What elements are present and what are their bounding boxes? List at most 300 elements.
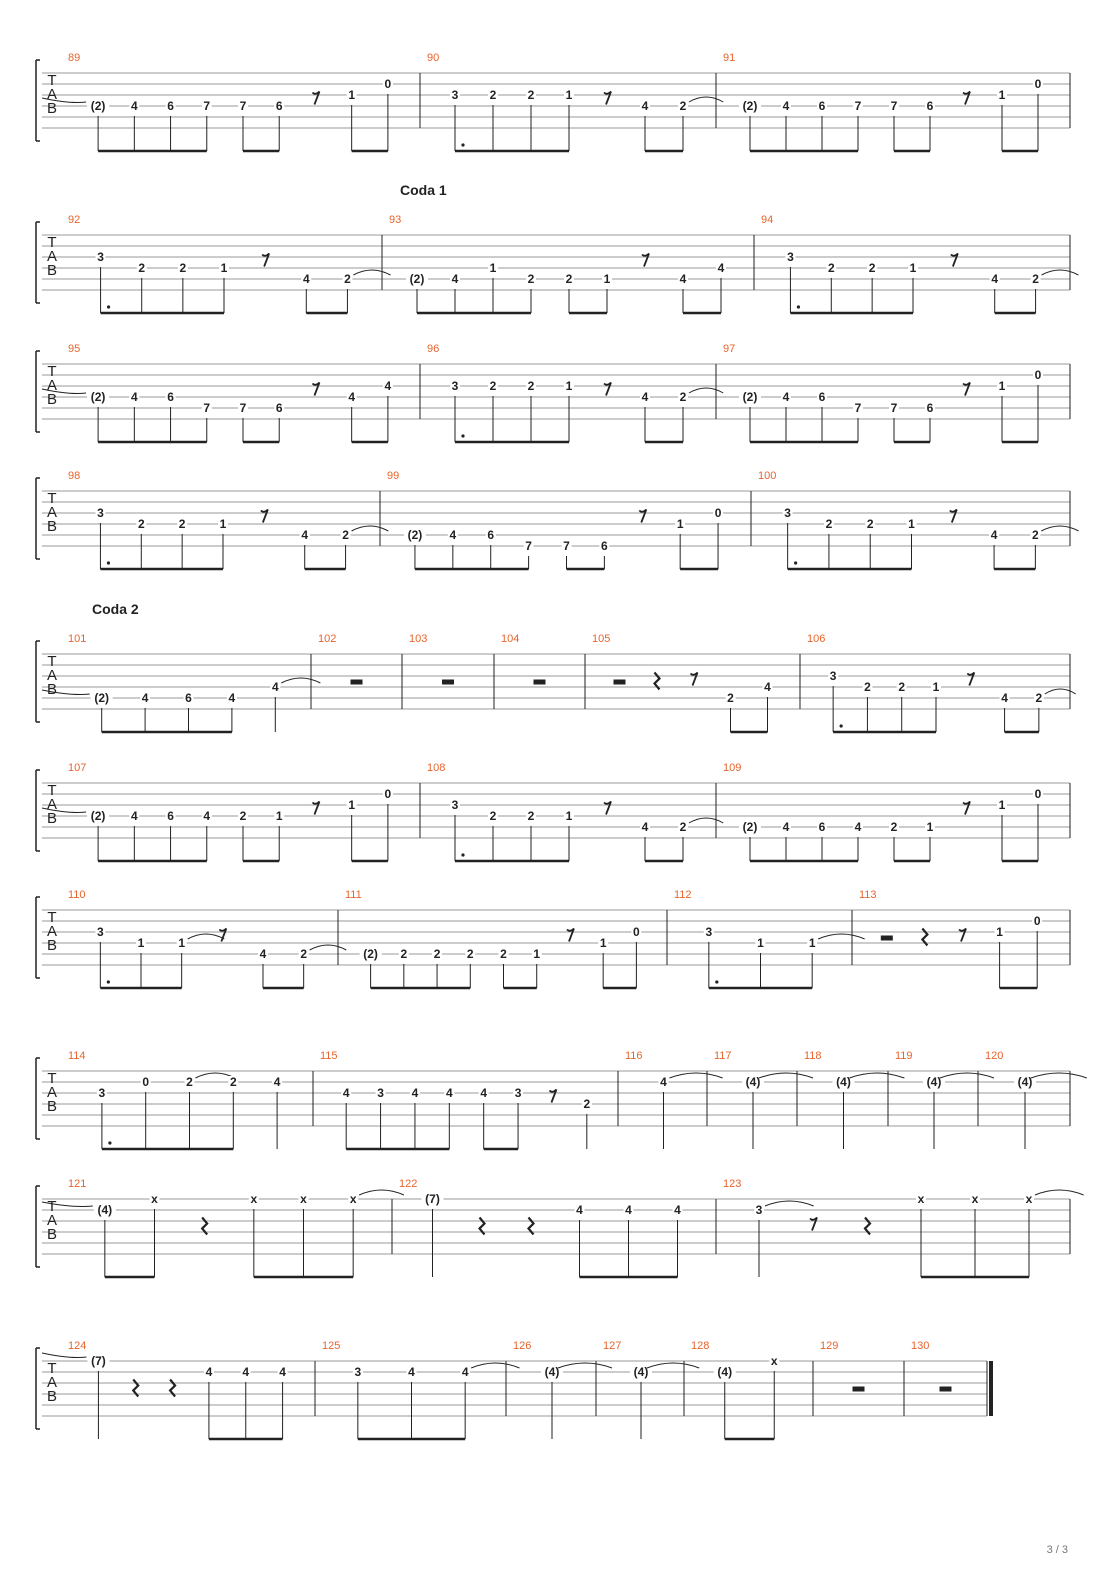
fret-number: 2: [500, 947, 507, 961]
fret-number: 6: [185, 691, 192, 705]
fret-number: 1: [137, 936, 145, 950]
fret-number: 3: [784, 506, 791, 520]
fret-number: (4): [633, 1365, 649, 1379]
fret-number: 3: [97, 506, 104, 520]
measure-number: 128: [691, 1340, 710, 1352]
fret-number: (2): [742, 390, 758, 404]
fret-number: 1: [219, 517, 227, 531]
fret-number: (7): [425, 1192, 440, 1206]
measure: [758, 470, 1079, 569]
system-bracket: [36, 641, 40, 722]
fret-number: 2: [229, 1075, 237, 1089]
fret-number: 1: [932, 680, 940, 694]
fret-number: 1: [909, 261, 917, 275]
measure-number: 119: [895, 1050, 913, 1062]
measure-number: 124: [68, 1340, 87, 1352]
fret-number: 2: [400, 947, 408, 961]
fret-number: 1: [908, 517, 915, 531]
fret-number: (2): [363, 947, 378, 961]
measure: [911, 1340, 952, 1392]
fret-number: 4: [203, 809, 211, 823]
fret-number: 6: [818, 820, 826, 834]
fret-number: 4: [271, 680, 279, 694]
fret-number: 3: [451, 379, 459, 393]
rest-eighth: [959, 929, 966, 942]
fret-number: 2: [864, 680, 871, 694]
fret-number: 2: [565, 272, 573, 286]
dot: [794, 561, 797, 564]
fret-number: 7: [854, 401, 862, 415]
measure: [723, 343, 1043, 442]
tie: [1041, 526, 1078, 531]
fret-number: 3: [787, 250, 794, 264]
measure: [42, 1178, 404, 1277]
fret-number: 6: [275, 401, 283, 415]
fret-number: 2: [679, 820, 687, 834]
fret-number: 2: [300, 947, 308, 961]
fret-number: 2: [679, 99, 687, 113]
fret-number: (4): [926, 1075, 942, 1089]
fret-number: 2: [239, 809, 247, 823]
fret-number: 4: [301, 528, 309, 542]
rest-eighth: [567, 929, 574, 942]
fret-number: 1: [599, 936, 607, 950]
measure-number: 106: [807, 633, 826, 645]
fret-number: 0: [1034, 77, 1042, 91]
measure: [723, 762, 1043, 861]
dot: [107, 980, 110, 983]
system-bracket: [36, 1186, 40, 1267]
fret-number: 0: [384, 787, 392, 801]
measure: [714, 1050, 813, 1149]
fret-number: (2): [409, 272, 425, 286]
fret-number: 1: [178, 936, 186, 950]
fret-number: 4: [130, 99, 138, 113]
fret-number: 1: [489, 261, 497, 275]
tab-clef-letter: B: [46, 1226, 58, 1243]
fret-number: 1: [757, 936, 764, 950]
fret-number: 1: [565, 379, 573, 393]
dead-note: x: [971, 1192, 979, 1206]
tab-clef-letter: T: [47, 490, 57, 507]
fret-number: 4: [408, 1365, 415, 1379]
tie: [352, 526, 389, 531]
measure-number: 98: [68, 470, 81, 482]
fret-number: 1: [275, 809, 283, 823]
tie: [689, 388, 723, 393]
tie: [759, 1073, 813, 1078]
fret-number: 4: [674, 1203, 681, 1217]
fret-number: 4: [576, 1203, 583, 1217]
measure: [761, 214, 1078, 313]
measure-number: 112: [674, 889, 692, 901]
section-label: Coda 2: [92, 601, 139, 617]
rest-eighth: [604, 383, 611, 396]
rest-eighth: [261, 510, 268, 523]
fret-number: (2): [90, 99, 106, 113]
fret-number: 4: [259, 947, 267, 961]
measure: [68, 470, 388, 569]
rest-whole: [853, 1387, 865, 1392]
fret-number: 3: [755, 1203, 763, 1217]
fret-number: (2): [94, 691, 110, 705]
fret-number: 2: [527, 88, 535, 102]
dot: [107, 561, 110, 564]
fret-number: 2: [527, 809, 535, 823]
dead-note: x: [349, 1192, 357, 1206]
fret-number: 1: [348, 88, 356, 102]
fret-number: 3: [451, 88, 459, 102]
fret-number: 2: [179, 261, 187, 275]
fret-number: (2): [407, 528, 423, 542]
tie: [1042, 270, 1079, 275]
fret-number: 2: [466, 947, 474, 961]
fret-number: 1: [996, 925, 1003, 939]
measure-number: 99: [387, 470, 400, 482]
measure-number: 105: [592, 633, 611, 645]
fret-number: 2: [489, 379, 497, 393]
measure-number: 96: [427, 343, 440, 355]
fret-number: 7: [890, 99, 898, 113]
tab-clef-letter: T: [47, 234, 57, 251]
fret-number: 1: [808, 936, 816, 950]
rest-eighth: [312, 383, 319, 396]
measure-number: 109: [723, 762, 742, 774]
measure: [42, 762, 393, 861]
fret-number: 7: [239, 401, 247, 415]
dot: [840, 724, 843, 727]
fret-number: 1: [220, 261, 228, 275]
dead-note: x: [1025, 1192, 1033, 1206]
fret-number: 2: [186, 1075, 193, 1089]
fret-number: 0: [384, 77, 392, 91]
rest-whole: [940, 1387, 952, 1392]
fret-number: 2: [527, 272, 535, 286]
measure-number: 89: [68, 52, 81, 64]
measure: [674, 889, 865, 988]
rest-eighth: [950, 510, 957, 523]
tab-clef-letter: A: [46, 377, 58, 394]
fret-number: 0: [142, 1075, 150, 1089]
rest-eighth: [963, 802, 970, 815]
tab-clef-letter: T: [47, 363, 57, 380]
tie: [471, 1363, 519, 1368]
rest-half: [614, 680, 626, 685]
measure: [68, 1050, 282, 1149]
fret-number: 6: [926, 401, 934, 415]
dead-note: x: [300, 1192, 307, 1206]
measure: [318, 633, 363, 685]
measure-number: 103: [409, 633, 428, 645]
fret-number: 7: [890, 401, 898, 415]
fret-number: 3: [451, 798, 459, 812]
tie: [1031, 1073, 1087, 1078]
measure: [859, 889, 1042, 988]
measure: [42, 343, 393, 442]
fret-number: 7: [203, 99, 211, 113]
measure-number: 129: [820, 1340, 839, 1352]
fret-number: 6: [818, 390, 826, 404]
fret-number: 6: [818, 99, 826, 113]
measure: [322, 1340, 519, 1439]
rest-eighth: [963, 383, 970, 396]
tie: [310, 945, 347, 950]
measure: [42, 633, 320, 732]
tab-clef-letter: B: [46, 810, 58, 827]
measure: [895, 1050, 994, 1149]
fret-number: 2: [1035, 691, 1043, 705]
fret-number: 2: [1032, 528, 1039, 542]
fret-number: 6: [167, 390, 174, 404]
measure: [427, 52, 723, 151]
system-bracket: [36, 478, 40, 559]
fret-number: 2: [827, 261, 835, 275]
dot: [461, 143, 464, 146]
final-barline: [989, 1361, 993, 1416]
system-bracket: [36, 897, 40, 978]
tab-clef-letter: B: [46, 1388, 58, 1405]
tab-clef-letter: A: [46, 86, 58, 103]
measure: [501, 633, 546, 685]
rest-eighth: [312, 92, 319, 105]
fret-number: 4: [782, 820, 790, 834]
tab-clef-letter: A: [46, 796, 58, 813]
fret-number: 4: [782, 390, 790, 404]
tie: [670, 1073, 723, 1078]
fret-number: 2: [489, 88, 497, 102]
tab-system: [36, 633, 1076, 732]
fret-number: 3: [829, 669, 837, 683]
dead-note: x: [917, 1192, 925, 1206]
fret-number: 4: [641, 99, 649, 113]
fret-number: 1: [565, 809, 573, 823]
tab-clef-letter: B: [46, 681, 58, 698]
page-number: 3 / 3: [1046, 1544, 1068, 1556]
tab-clef-letter: B: [46, 100, 58, 117]
fret-number: 4: [854, 820, 862, 834]
measure: [427, 343, 723, 442]
fret-number: 3: [705, 925, 713, 939]
tie: [42, 1353, 86, 1358]
fret-number: 6: [926, 99, 934, 113]
fret-number: 2: [868, 261, 876, 275]
measure: [42, 52, 393, 151]
tab-clef-letter: A: [46, 1084, 58, 1101]
fret-number: 4: [764, 680, 771, 694]
measure: [513, 1340, 612, 1439]
tab-clef-letter: T: [47, 1070, 57, 1087]
rest-whole: [351, 680, 363, 685]
measure: [42, 1340, 288, 1439]
dot: [107, 305, 110, 308]
fret-number: 2: [890, 820, 898, 834]
measure-number: 104: [501, 633, 520, 645]
dead-note: x: [770, 1354, 778, 1368]
fret-number: 3: [97, 250, 104, 264]
fret-number: 7: [525, 539, 532, 553]
measure: [409, 633, 454, 685]
tab-system: [36, 889, 1070, 988]
measure-number: 111: [345, 889, 362, 901]
rest-eighth: [810, 1218, 817, 1231]
fret-number: 4: [625, 1203, 632, 1217]
tie: [765, 1201, 814, 1206]
tie: [647, 1363, 699, 1368]
measure-number: 118: [804, 1050, 822, 1062]
fret-number: 2: [433, 947, 441, 961]
fret-number: (7): [91, 1354, 106, 1368]
fret-number: 2: [137, 517, 145, 531]
tie: [818, 934, 865, 939]
fret-number: 4: [445, 1086, 453, 1100]
measure-number: 101: [68, 633, 87, 645]
fret-number: 4: [205, 1365, 213, 1379]
fret-number: 2: [342, 528, 349, 542]
dot: [797, 305, 800, 308]
measure: [603, 1340, 699, 1439]
fret-number: 0: [714, 506, 722, 520]
fret-number: 4: [679, 272, 687, 286]
rest-whole: [442, 680, 454, 685]
tab-system: [36, 214, 1078, 313]
fret-number: 2: [825, 517, 833, 531]
fret-number: 7: [203, 401, 211, 415]
fret-number: 4: [141, 691, 149, 705]
fret-number: 2: [679, 390, 687, 404]
fret-number: 6: [167, 809, 174, 823]
fret-number: 4: [660, 1075, 667, 1089]
fret-number: 1: [998, 88, 1006, 102]
rest-eighth: [951, 254, 958, 267]
measure-number: 107: [68, 762, 87, 774]
fret-number: 4: [451, 272, 459, 286]
system-bracket: [36, 351, 40, 432]
fret-number: 4: [279, 1365, 286, 1379]
tie: [940, 1073, 994, 1078]
measure-number: 94: [761, 214, 774, 226]
fret-number: 0: [633, 925, 640, 939]
measure-number: 120: [985, 1050, 1004, 1062]
fret-number: 3: [514, 1086, 522, 1100]
dot: [461, 853, 464, 856]
measure-number: 102: [318, 633, 337, 645]
measure: [427, 762, 723, 861]
measure-number: 97: [723, 343, 736, 355]
fret-number: 7: [563, 539, 570, 553]
fret-number: 4: [302, 272, 310, 286]
fret-number: 2: [1032, 272, 1039, 286]
fret-number: 3: [354, 1365, 362, 1379]
measure-number: 90: [427, 52, 440, 64]
fret-number: 4: [130, 390, 138, 404]
measure-number: 123: [723, 1178, 742, 1190]
tab-system: [36, 1178, 1084, 1277]
fret-number: 2: [489, 809, 497, 823]
fret-number: 0: [1033, 914, 1041, 928]
rest-eighth: [262, 254, 269, 267]
tab-clef-letter: B: [46, 1098, 58, 1115]
fret-number: 1: [998, 798, 1006, 812]
fret-number: (4): [836, 1075, 851, 1089]
tab-clef-letter: A: [46, 1212, 58, 1229]
measure-number: 108: [427, 762, 446, 774]
fret-number: 4: [228, 691, 236, 705]
measure: [399, 1178, 683, 1277]
rest-eighth: [967, 673, 974, 686]
system-bracket: [36, 60, 40, 141]
fret-number: 6: [601, 539, 608, 553]
rest-eighth: [691, 673, 698, 686]
dead-note: x: [250, 1192, 258, 1206]
fret-number: 4: [991, 272, 999, 286]
fret-number: 4: [384, 379, 392, 393]
dead-note: x: [151, 1192, 158, 1206]
measure: [691, 1340, 779, 1439]
rest-whole: [534, 680, 546, 685]
tie: [558, 1363, 612, 1368]
fret-number: 2: [898, 680, 906, 694]
measure-number: 115: [320, 1050, 338, 1062]
fret-number: 2: [178, 517, 186, 531]
fret-number: 1: [565, 88, 573, 102]
tab-clef-letter: A: [46, 248, 58, 265]
fret-number: 1: [676, 517, 684, 531]
fret-number: 4: [782, 99, 790, 113]
tie: [850, 1073, 905, 1078]
fret-number: 4: [342, 1086, 350, 1100]
measure-number: 92: [68, 214, 81, 226]
fret-number: 4: [449, 528, 457, 542]
fret-number: 7: [239, 99, 247, 113]
system-bracket: [36, 1058, 40, 1139]
fret-number: 0: [1034, 787, 1042, 801]
fret-number: 4: [130, 809, 138, 823]
measure: [592, 633, 773, 732]
measure-number: 117: [714, 1050, 732, 1062]
fret-number: 2: [583, 1097, 591, 1111]
rest-eighth: [219, 929, 226, 942]
fret-number: (4): [717, 1365, 733, 1379]
fret-number: 1: [533, 947, 541, 961]
measure-number: 91: [723, 52, 736, 64]
tab-system: [36, 52, 1070, 151]
tab-clef-letter: T: [47, 653, 57, 670]
fret-number: 4: [273, 1075, 281, 1089]
measure: [723, 52, 1043, 151]
fret-number: 2: [138, 261, 146, 275]
fret-number: 2: [344, 272, 351, 286]
rest-half: [881, 936, 893, 941]
fret-number: 4: [411, 1086, 419, 1100]
fret-number: (2): [90, 809, 106, 823]
measure-number: 110: [68, 889, 86, 901]
tab-system: [36, 1050, 1087, 1149]
tab-clef-letter: T: [47, 782, 57, 799]
measure-number: 114: [68, 1050, 86, 1062]
tab-system: [36, 762, 1070, 861]
fret-number: 4: [1001, 691, 1008, 705]
tie: [689, 818, 723, 823]
measure-number: 116: [625, 1050, 643, 1062]
fret-number: 3: [96, 925, 104, 939]
rest-eighth: [642, 254, 649, 267]
measure: [389, 214, 726, 313]
rest-eighth: [604, 802, 611, 815]
tie: [188, 934, 225, 939]
fret-number: 6: [275, 99, 283, 113]
fret-number: 3: [377, 1086, 384, 1100]
tab-system: [36, 470, 1079, 569]
